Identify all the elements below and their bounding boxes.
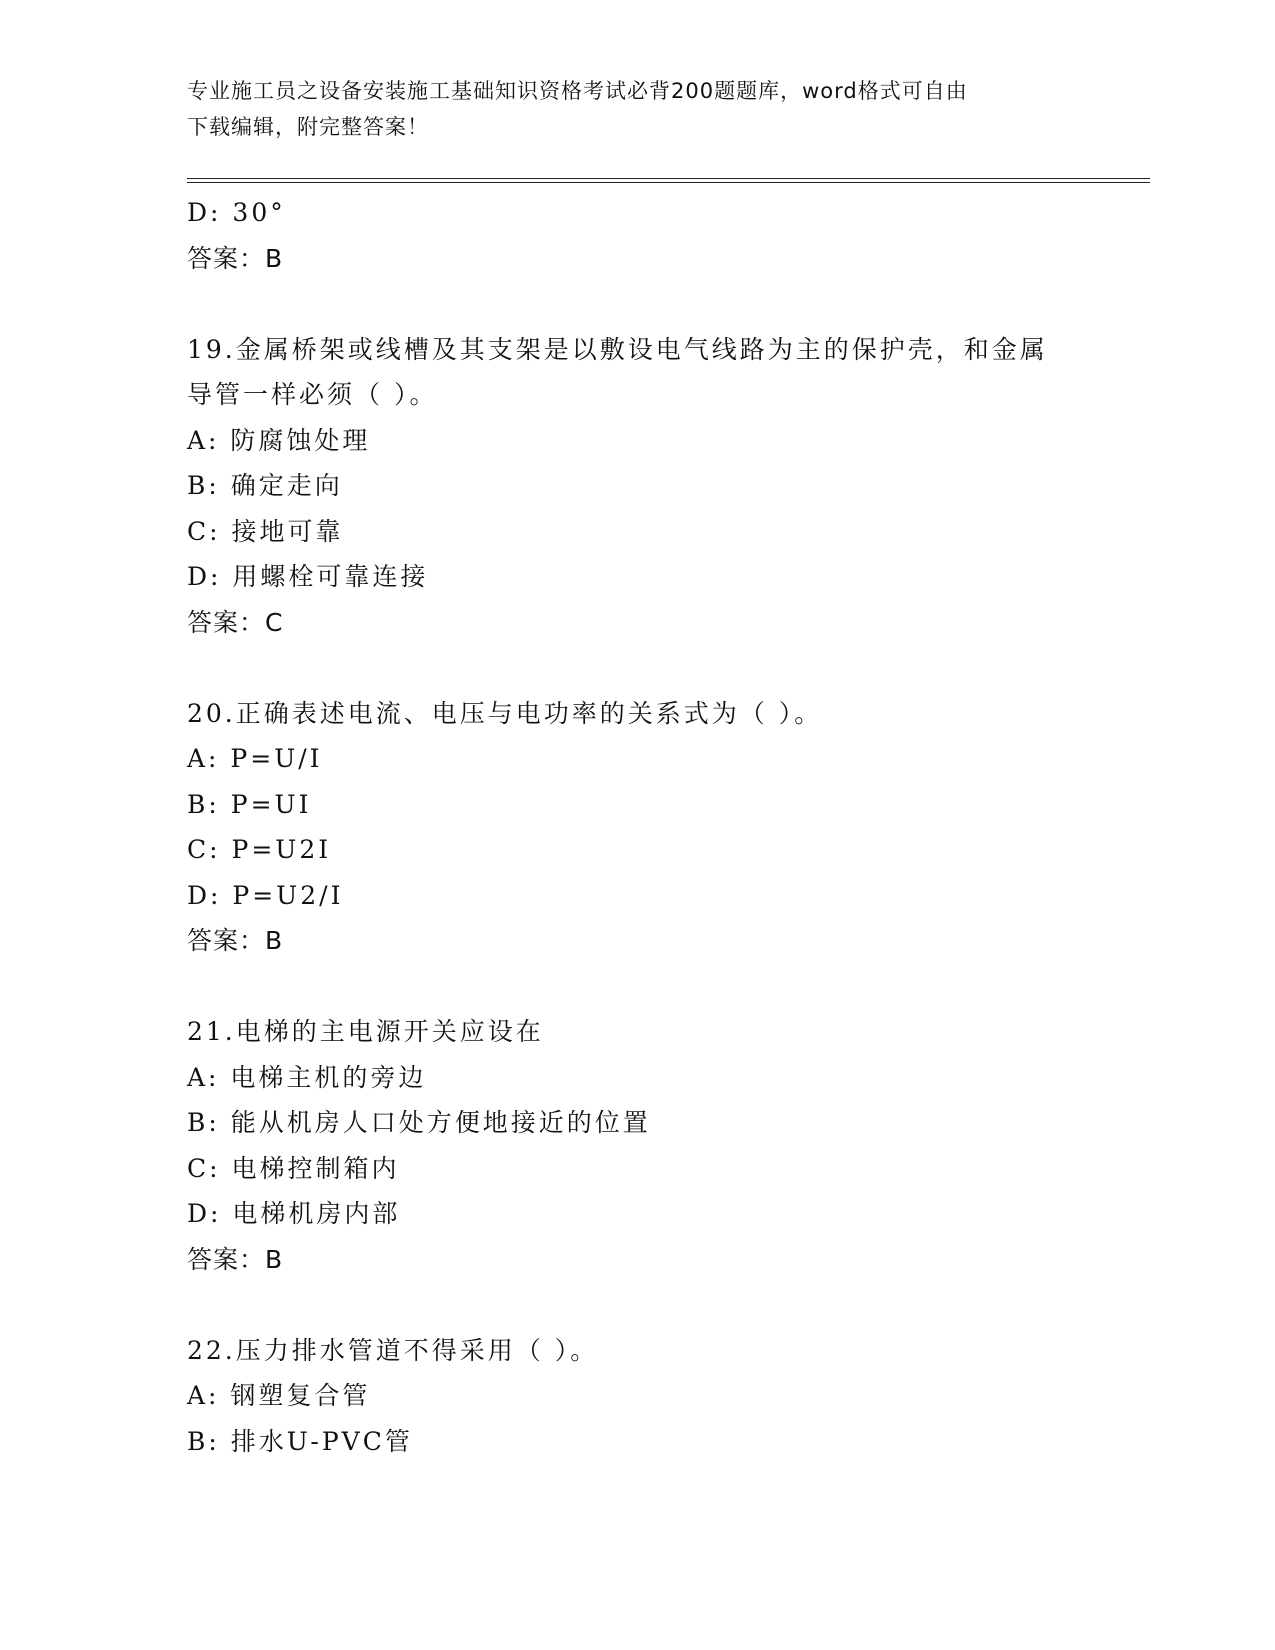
q21-answer: 答案：B	[187, 1244, 284, 1274]
q21-option-a: A: 电梯主机的旁边	[187, 1062, 427, 1092]
header-line-2: 下载编辑，附完整答案！	[187, 115, 429, 139]
q22-stem-line-1: 22.压力排水管道不得采用（ ）。	[187, 1335, 599, 1365]
q21-option-b: B: 能从机房人口处方便地接近的位置	[187, 1108, 651, 1137]
spacer	[187, 645, 1137, 691]
q19-answer: 答案：C	[187, 607, 284, 637]
q18-answer: 答案：B	[187, 243, 284, 273]
document-header	[187, 73, 1087, 145]
q20-option-b: B: P=UI	[187, 789, 312, 819]
q19-stem-line-1: 19.金属桥架或线槽及其支架是以敷设电气线路为主的保护壳，和金属	[187, 334, 1048, 364]
q22-option-b: B: 排水U-PVC管	[187, 1426, 413, 1456]
q19-stem-line-2: 导管一样必须（ ）。	[187, 380, 438, 409]
question-list	[187, 190, 1137, 1464]
q20-option-d: D: P=U2/I	[187, 880, 344, 910]
q21-option-c: C: 电梯控制箱内	[187, 1153, 400, 1183]
spacer	[187, 964, 1137, 1010]
header-divider-top	[187, 178, 1150, 179]
q19-option-a: A: 防腐蚀处理	[187, 425, 371, 455]
q20-answer: 答案：B	[187, 926, 284, 955]
q18-option-d: D: 30°	[187, 198, 286, 227]
q21-stem-line-1: 21.电梯的主电源开关应设在	[187, 1017, 544, 1046]
header-line-1: 专业施工员之设备安装施工基础知识资格考试必背200题题库，word格式可自由	[187, 79, 968, 103]
header-divider-bottom	[187, 182, 1150, 183]
q20-option-c: C: P=U2I	[187, 835, 332, 864]
q22-option-a: A: 钢塑复合管	[187, 1381, 371, 1410]
q20-stem-line-1: 20.正确表述电流、电压与电功率的关系式为（ ）。	[187, 698, 823, 728]
q19-option-b: B: 确定走向	[187, 471, 343, 500]
q20-option-a: A: P=U/I	[187, 744, 323, 773]
spacer	[187, 1282, 1137, 1328]
spacer	[187, 281, 1137, 327]
q19-option-c: C: 接地可靠	[187, 516, 344, 546]
q19-option-d: D: 用螺栓可靠连接	[187, 562, 429, 591]
q21-option-d: D: 电梯机房内部	[187, 1199, 401, 1228]
